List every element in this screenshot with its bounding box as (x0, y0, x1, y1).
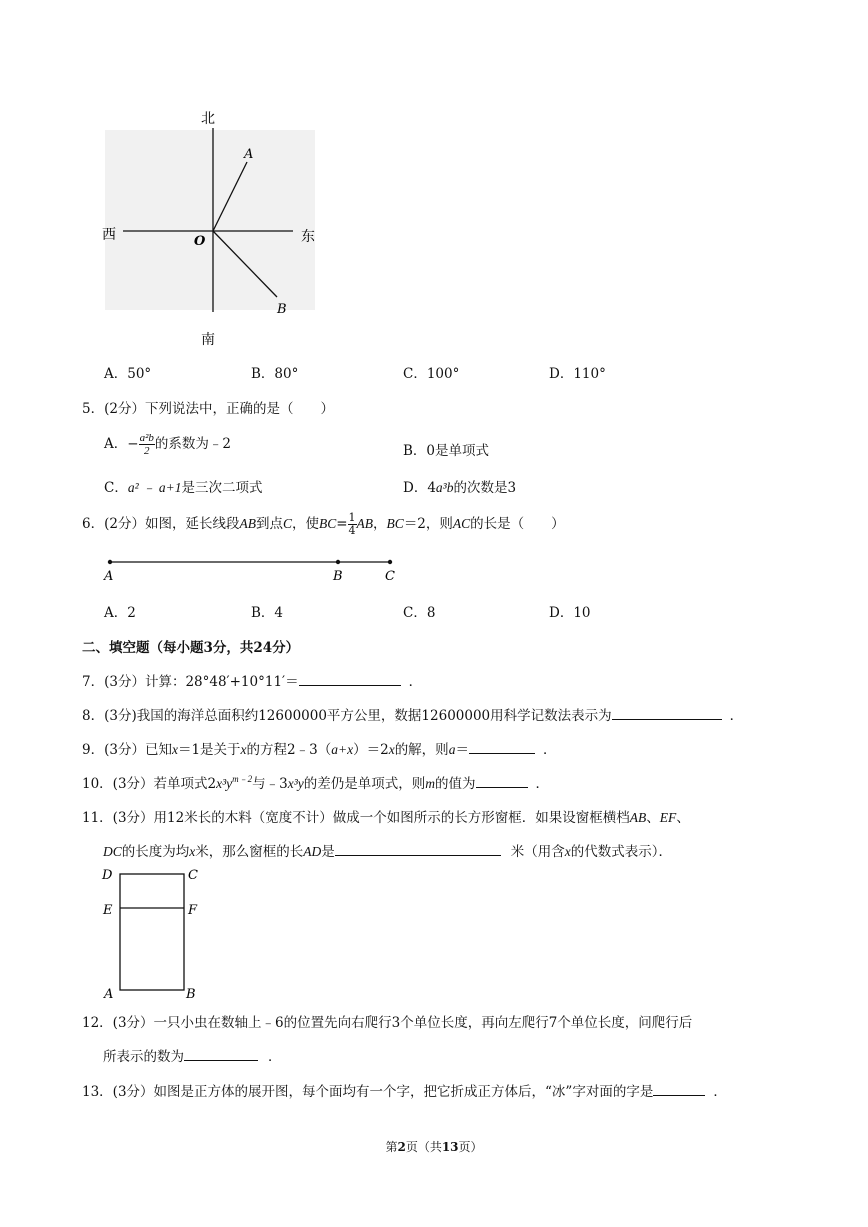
section-title: 二、填空题（每小题3分，共24分） (82, 640, 300, 656)
q10 (82, 772, 549, 792)
q10-text: 的值为 (435, 776, 476, 792)
page-footer (0, 1138, 868, 1155)
q11-text: 、 (646, 810, 660, 826)
q10-text: 10．(3分）若单项式2 (82, 776, 217, 792)
frame-label-b: B (186, 987, 196, 1002)
q4-option-d: D．110° (549, 366, 606, 382)
seg-label-c: C (385, 569, 395, 584)
q9-text: 的解，则 (394, 742, 449, 758)
q7-text: 7．(3分）计算：28°48′+10°11′＝ (82, 674, 299, 690)
q11-text: 是 (321, 844, 335, 860)
q6-stem-text: ＝2，则 (403, 516, 453, 532)
origin-label: O (194, 234, 206, 249)
q6-option-b: B．4 (251, 605, 284, 621)
frame-label-c: C (188, 868, 198, 883)
q6-stem-text: 的长是（ ） (470, 516, 565, 532)
q5-c-prefix: C． (104, 480, 128, 496)
q11-text: 米（用含 (510, 844, 565, 860)
q8-end: ． (729, 708, 744, 724)
q11-var: x (189, 844, 196, 859)
q5-d-suffix: 的次数是3 (453, 480, 517, 496)
q8 (82, 704, 743, 724)
footer-text: 第 (385, 1140, 398, 1154)
q11-seg: DC (103, 844, 122, 859)
q6-option-a: A．2 (104, 605, 136, 621)
q9-text: ＝1是关于 (177, 742, 241, 758)
q9-text: ＝ (455, 742, 469, 758)
footer-total-pages: 13 (441, 1140, 459, 1154)
q9-var: a (448, 742, 456, 757)
q10-answer-blank[interactable] (476, 786, 528, 788)
q10-end: ． (535, 776, 550, 792)
q9-answer-blank[interactable] (469, 752, 535, 754)
q9-var: a+x (331, 742, 354, 757)
q12-end: ． (268, 1049, 282, 1065)
q11-answer-blank[interactable] (335, 854, 501, 856)
q9-text: ）＝2 (353, 742, 389, 758)
q6-equals: = (336, 516, 348, 532)
q4-option-c: C．100° (403, 366, 460, 382)
q9-text: 的方程2﹣3（ (246, 742, 332, 758)
window-frame-diagram (100, 864, 210, 1004)
frame-label-d: D (102, 868, 113, 883)
q5-option-b: B．0是单项式 (403, 443, 490, 459)
q11-seg: AD (303, 844, 322, 859)
q11-text: 的代数式表示）． (570, 844, 673, 860)
compass-diagram (95, 100, 335, 350)
q5-a-fraction (139, 432, 155, 457)
q9-text: 9．(3分）已知 (82, 742, 172, 758)
seg-label-a: A (104, 569, 114, 584)
segment-diagram (100, 552, 410, 587)
q6-point-c: C (282, 516, 292, 531)
q6-seg-bc: BC (386, 516, 404, 531)
q9 (82, 738, 556, 758)
q6-stem (82, 512, 565, 537)
q11-text: 的长度为均 (121, 844, 190, 860)
q11-var: x (564, 844, 571, 859)
q10-expr: x³y (287, 776, 304, 791)
q10-exponent: m﹣2 (232, 774, 253, 784)
q11-line-1 (82, 806, 690, 826)
point-a-label: A (244, 147, 254, 162)
q6-fraction (348, 512, 357, 537)
q13-answer-blank[interactable] (653, 1094, 705, 1096)
q4-option-a: A．50° (104, 366, 152, 382)
q10-var: m (425, 776, 436, 791)
q12-answer-blank[interactable] (184, 1059, 258, 1061)
seg-label-b: B (333, 569, 343, 584)
q5-c-suffix: 是三次二项式 (181, 480, 263, 496)
q5-a-frac-num: a²b (139, 432, 154, 444)
q6-seg-ab: AB (356, 516, 374, 531)
q13-text: 13．(3分）如图是正方体的展开图，每个面均有一个字，把它折成正方体后，“冰”字对面的字是 (82, 1084, 654, 1100)
q5-stem: 5．(2分）下列说法中，正确的是（ ） (82, 401, 334, 417)
q5-a-suffix: 的系数为﹣2 (154, 436, 231, 452)
q6-option-c: C．8 (403, 605, 436, 621)
q8-answer-blank[interactable] (612, 718, 722, 720)
q12-text: 所表示的数为 (103, 1049, 184, 1065)
q5-a-prefix: A．− (104, 436, 139, 452)
q6-seg-ab: AB (239, 516, 256, 531)
footer-text: 页（共 (405, 1140, 442, 1154)
q5-d-prefix: D．4 (403, 480, 436, 496)
q11-text: 米，那么窗框的长 (195, 844, 304, 860)
q8-text: 8．(3分)我国的海洋总面积约12600000平方公里，数据12600000用科学记数法表示为 (82, 708, 612, 724)
q5-option-d (403, 476, 516, 496)
q11-seg: AB (629, 810, 647, 825)
point-b-label: B (277, 302, 287, 317)
east-label: 东 (301, 229, 315, 245)
q11-text: 、 (676, 810, 690, 826)
q12-line-1: 12．(3分）一只小虫在数轴上﹣6的位置先向右爬行3个单位长度，再向左爬行7个单位长度，问爬行后 (82, 1015, 693, 1031)
q10-text: 的差仍是单项式，则 (303, 776, 426, 792)
q6-stem-text: ，使 (291, 516, 319, 532)
q9-var: x (171, 742, 178, 757)
q11-text: 11．(3分）用12米长的木料（宽度不计）做成一个如图所示的长方形窗框．如果设窗框横档 (82, 810, 630, 826)
q6-frac-num: 1 (348, 511, 356, 524)
q5-c-expr: a² ﹣ a+1 (127, 480, 182, 495)
q10-text: 与﹣3 (252, 776, 288, 792)
q6-stem-text: 6．(2分）如图，延长线段 (82, 516, 240, 532)
north-label: 北 (201, 111, 215, 127)
q5-d-expr: a³b (435, 480, 454, 495)
south-label: 南 (201, 332, 215, 348)
q7-answer-blank[interactable] (299, 684, 401, 686)
q11-seg: EF (659, 810, 677, 825)
q7-end: ． (408, 674, 423, 690)
frame-label-a: A (104, 987, 114, 1002)
q6-seg-bc: BC (318, 516, 337, 531)
q6-seg-ac: AC (452, 516, 471, 531)
q4-option-b: B．80° (251, 366, 299, 382)
q7 (82, 670, 422, 690)
footer-page-number: 2 (397, 1140, 406, 1154)
frame-label-e: E (103, 903, 113, 918)
q6-stem-text: ， (373, 516, 387, 532)
q10-expr: x³y (216, 776, 233, 791)
q6-stem-text: 到点 (255, 516, 283, 532)
q9-var: x (240, 742, 247, 757)
q9-end: ． (542, 742, 557, 758)
q13 (82, 1080, 727, 1100)
q9-var: x (388, 742, 395, 757)
q11-line-2 (103, 840, 672, 860)
q12-line-2 (103, 1045, 282, 1065)
q13-end: ． (713, 1084, 727, 1100)
q5-option-a (104, 432, 231, 457)
q5-a-frac-den: 2 (143, 445, 150, 457)
footer-text: 页） (458, 1140, 483, 1154)
q5-option-c (104, 476, 263, 496)
frame-label-f: F (188, 903, 198, 918)
q6-frac-den: 4 (348, 524, 356, 537)
q6-option-d: D．10 (549, 605, 591, 621)
west-label: 西 (102, 227, 116, 243)
